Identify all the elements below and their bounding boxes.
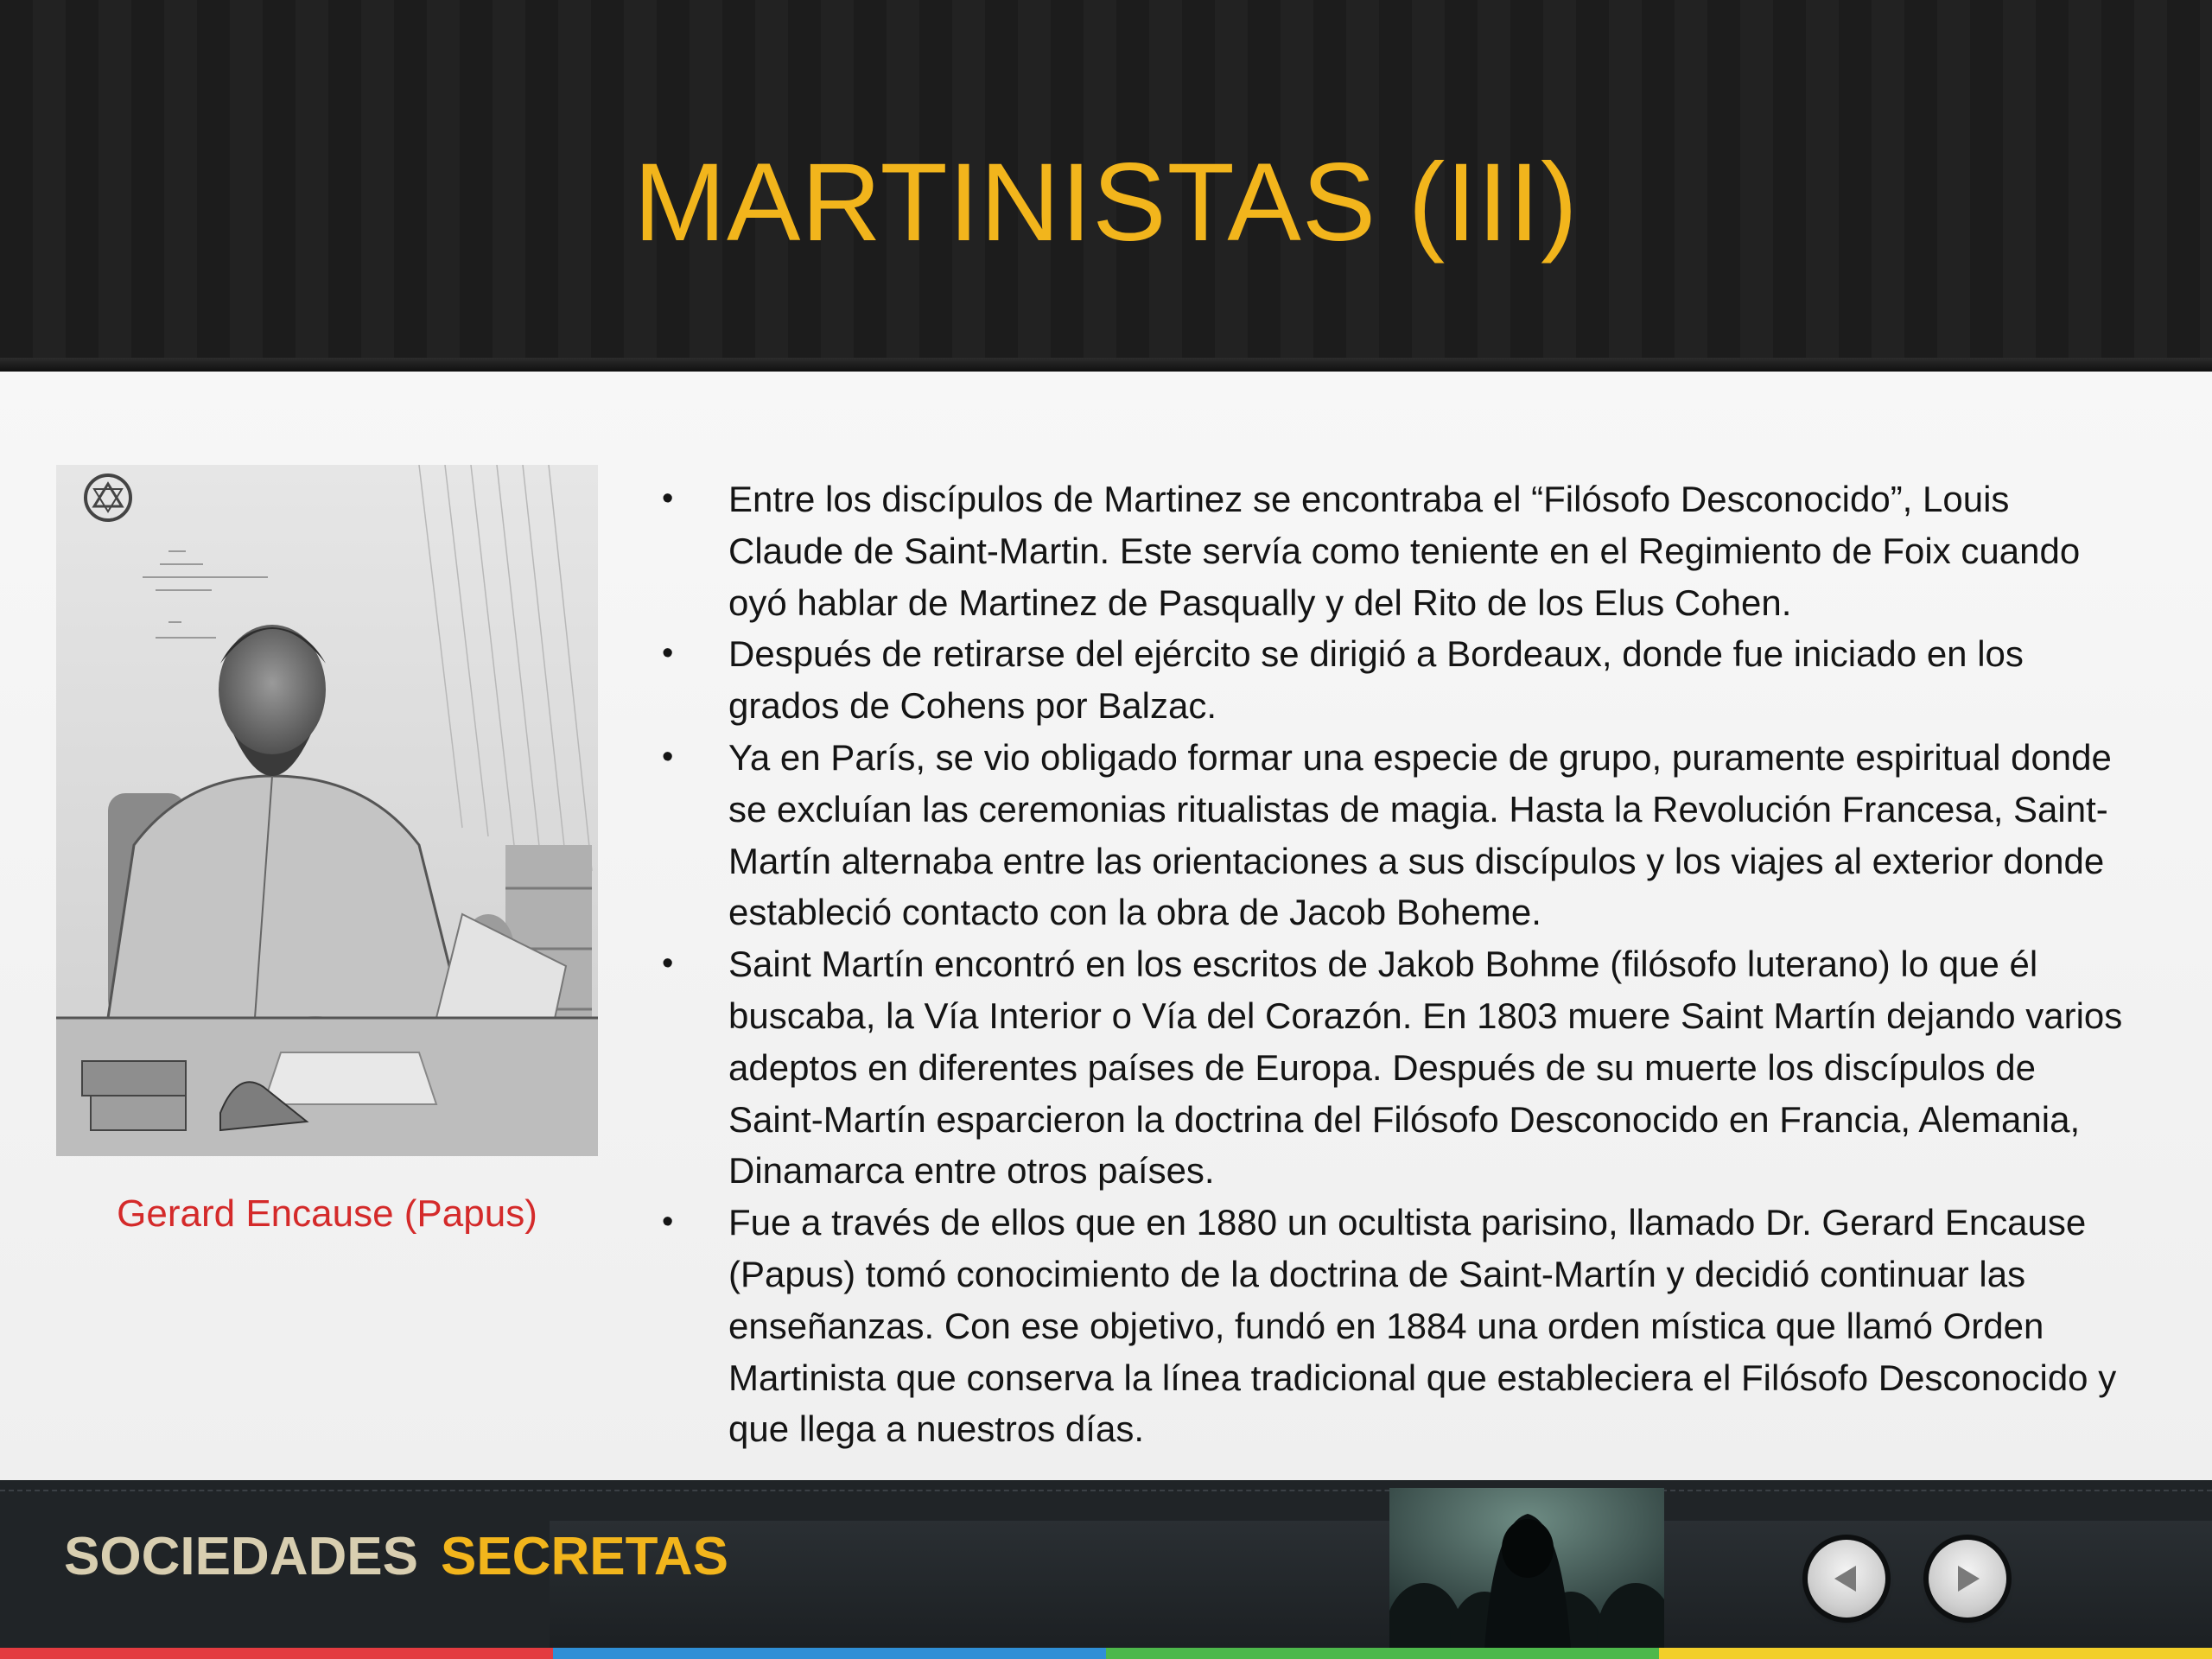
brand-logo xyxy=(64,1522,728,1592)
color-stripe-green xyxy=(1106,1648,1659,1659)
bullet-symbol: • xyxy=(662,635,674,672)
slide-header xyxy=(0,0,2212,372)
bullet-list xyxy=(648,474,2134,1455)
bullet-symbol: • xyxy=(662,945,674,982)
bullet-text: Saint Martín encontró en los escritos de Jakob Bohme (filósofo luterano) lo que él buscaba, la Vía Interior o Vía del Corazón. En 1803 muere Saint Martín dejando varios adeptos en diferentes países de Europa. Después de su muerte los discípulos de Saint-Martín esparcieron la doctrina del Filósofo Desconocido en Francia, Alemania, Dinamarca entre otros países. xyxy=(728,944,2123,1192)
bullet-item xyxy=(648,938,2134,1197)
bullet-item xyxy=(648,628,2134,732)
bullet-text: Entre los discípulos de Martinez se encontraba el “Filósofo Desconocido”, Louis Claude de Saint-Martin. Este servía como teniente en el Regimiento de Foix cuando oyó hablar de Martinez de Pasqually y del Rito de los Elus Cohen. xyxy=(728,479,2081,623)
color-stripe-blue xyxy=(553,1648,1106,1659)
image-caption: Gerard Encause (Papus) xyxy=(117,1192,537,1235)
portrait-image xyxy=(56,465,598,1156)
bullet-item xyxy=(648,732,2134,938)
color-stripe-yellow xyxy=(1659,1648,2212,1659)
bullet-text: Fue a través de ellos que en 1880 un ocultista parisino, llamado Dr. Gerard Encause (Papus) tomó conocimiento de la doctrina de Saint-Martín y decidió continuar las enseñanzas. Con ese objetivo, fundó en 1884 una orden mística que llamó Orden Martinista que conserva la línea tradicional que estableciera el Filósofo Desconocido y que llega a nuestros días. xyxy=(728,1202,2117,1450)
brand-word-sociedades: SOCIEDADES xyxy=(64,1527,418,1586)
next-slide-button[interactable] xyxy=(1929,1540,2006,1618)
bullet-symbol: • xyxy=(662,480,674,517)
color-stripe-red xyxy=(0,1648,553,1659)
bullet-symbol: • xyxy=(662,1204,674,1241)
bullet-item xyxy=(648,1197,2134,1455)
brand-word-secretas: SECRETAS xyxy=(440,1527,728,1586)
triangle-right-icon xyxy=(1929,1540,2006,1618)
previous-slide-button[interactable] xyxy=(1808,1540,1885,1618)
footer-divider xyxy=(0,1490,2212,1491)
bullet-text: Después de retirarse del ejército se dirigió a Bordeaux, donde fue iniciado en los grados de Cohens por Balzac. xyxy=(728,633,2024,727)
hooded-figures-thumbnail xyxy=(1389,1488,1664,1650)
bullet-item xyxy=(648,474,2134,628)
bullet-text: Ya en París, se vio obligado formar una especie de grupo, puramente espiritual donde se excluían las ceremonias ritualistas de magia. Hasta la Revolución Francesa, Saint-Martín alternaba entre las orientaciones a sus discípulos y los viajes al exterior donde estableció contacto con la obra de Jacob Boheme. xyxy=(728,736,2112,933)
slide-title: MARTINISTAS (III) xyxy=(633,141,1579,264)
triangle-left-icon xyxy=(1808,1540,1885,1618)
bullet-symbol: • xyxy=(662,738,674,775)
